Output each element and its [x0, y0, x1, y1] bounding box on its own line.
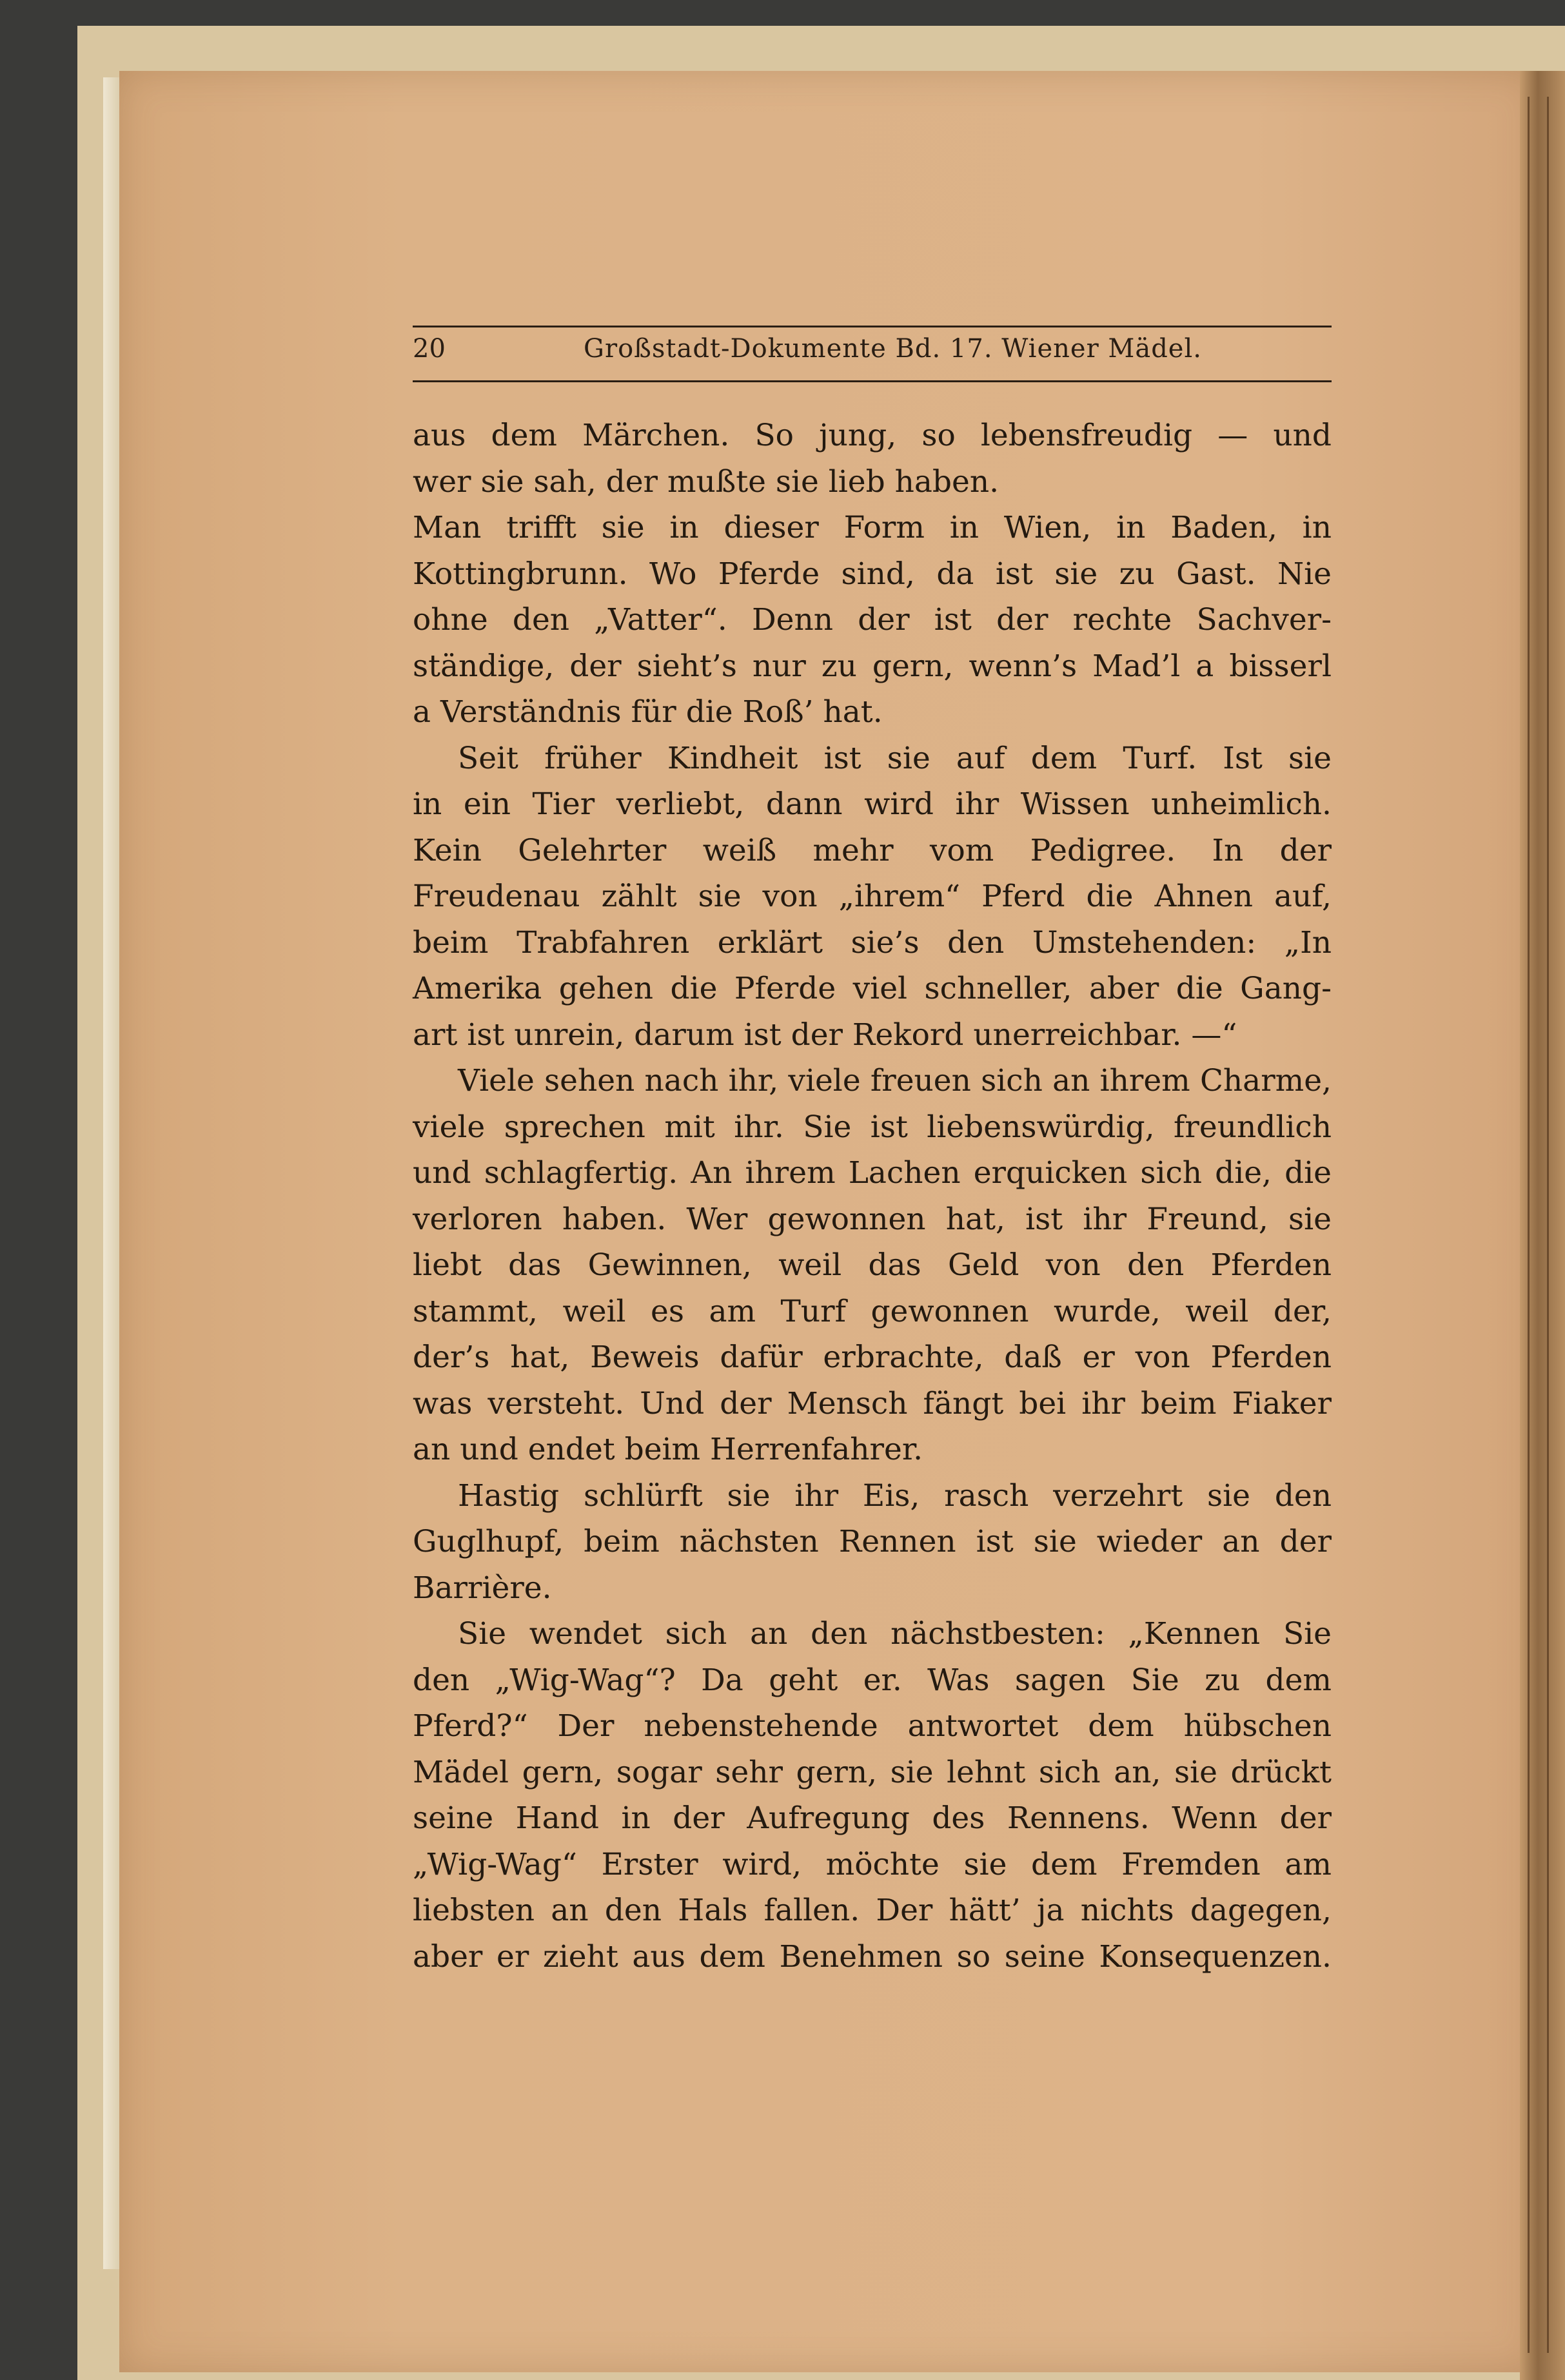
running-header — [413, 334, 1332, 373]
text-line: stammt, weil es am Turf gewonnen wurde, weil der, — [413, 1293, 1332, 1329]
header-rule-top — [413, 326, 1332, 327]
page-gutter — [1520, 71, 1565, 2380]
text-line: beim Trabfahren erklärt sie’s den Umstehenden: „In — [413, 924, 1332, 961]
gutter-line — [1528, 97, 1530, 2353]
text-line: Mädel gern, sogar sehr gern, sie lehnt sich an, sie drückt — [413, 1754, 1332, 1790]
text-line: seine Hand in der Aufregung des Rennens. Wenn der — [413, 1800, 1332, 1836]
text-line: Guglhupf, beim nächsten Rennen ist sie wieder an der — [413, 1524, 1332, 1559]
text-line: Kottingbrunn. Wo Pferde sind, da ist sie zu Gast. Nie — [413, 556, 1332, 592]
body-text — [413, 413, 1332, 1980]
text-line: viele sprechen mit ihr. Sie ist liebenswürdig, freundlich — [413, 1109, 1332, 1145]
text-line: was versteht. Und der Mensch fängt bei ihr beim Fiaker — [413, 1385, 1332, 1421]
header-rule-bottom — [413, 380, 1332, 382]
text-line: liebt das Gewinnen, weil das Geld von den Pferden — [413, 1247, 1332, 1283]
text-line: Barrière. — [413, 1570, 552, 1606]
text-line: den „Wig-Wag“? Da geht er. Was sagen Sie zu dem — [413, 1662, 1332, 1698]
text-line: wer sie sah, der mußte sie lieb haben. — [413, 463, 999, 500]
text-line: art ist unrein, darum ist der Rekord unerreichbar. —“ — [413, 1017, 1237, 1053]
text-line: an und endet beim Herrenfahrer. — [413, 1432, 923, 1467]
text-line: Man trifft sie in dieser Form in Wien, in Baden, in — [413, 510, 1332, 545]
running-title: Großstadt-Dokumente Bd. 17. Wiener Mädel. — [584, 334, 1202, 364]
text-line: Kein Gelehrter weiß mehr vom Pedigree. In der — [413, 832, 1332, 868]
text-line: ständige, der sieht’s nur zu gern, wenn’s Mad’l a bisserl — [413, 648, 1332, 684]
text-line: Seit früher Kindheit ist sie auf dem Turf. Ist sie — [458, 740, 1332, 776]
text-line: Freudenau zählt sie von „ihrem“ Pferd die Ahnen auf, — [413, 879, 1332, 914]
text-line: und schlagfertig. An ihrem Lachen erquicken sich die, die — [413, 1155, 1332, 1191]
text-line: aus dem Märchen. So jung, so lebensfreudig — und — [413, 418, 1332, 453]
text-line: Viele sehen nach ihr, viele freuen sich an ihrem Charme, — [458, 1063, 1332, 1098]
text-line: Hastig schlürft sie ihr Eis, rasch verzehrt sie den — [458, 1478, 1332, 1514]
text-line: Sie wendet sich an den nächstbesten: „Kennen Sie — [458, 1616, 1332, 1652]
text-line: „Wig-Wag“ Erster wird, möchte sie dem Fremden am — [413, 1846, 1332, 1882]
text-line: der’s hat, Beweis dafür erbrachte, daß er von Pferden — [413, 1340, 1332, 1375]
text-line: Amerika gehen die Pferde viel schneller, aber die Gang- — [413, 971, 1332, 1006]
text-line: Pferd?“ Der nebenstehende antwortet dem hübschen — [413, 1708, 1332, 1744]
text-line: ohne den „Vatter“. Denn der ist der rechte Sachver- — [413, 602, 1332, 638]
text-line: verloren haben. Wer gewonnen hat, ist ihr Freund, sie — [413, 1201, 1332, 1237]
text-line: aber er zieht aus dem Benehmen so seine Konsequenzen. — [413, 1938, 1332, 1975]
text-line: in ein Tier verliebt, dann wird ihr Wissen unheimlich. — [413, 786, 1332, 822]
text-line: a Verständnis für die Roß’ hat. — [413, 694, 883, 730]
page-number: 20 — [413, 334, 446, 364]
text-line: liebsten an den Hals fallen. Der hätt’ ja nichts dagegen, — [413, 1893, 1332, 1928]
gutter-line — [1547, 97, 1549, 2353]
